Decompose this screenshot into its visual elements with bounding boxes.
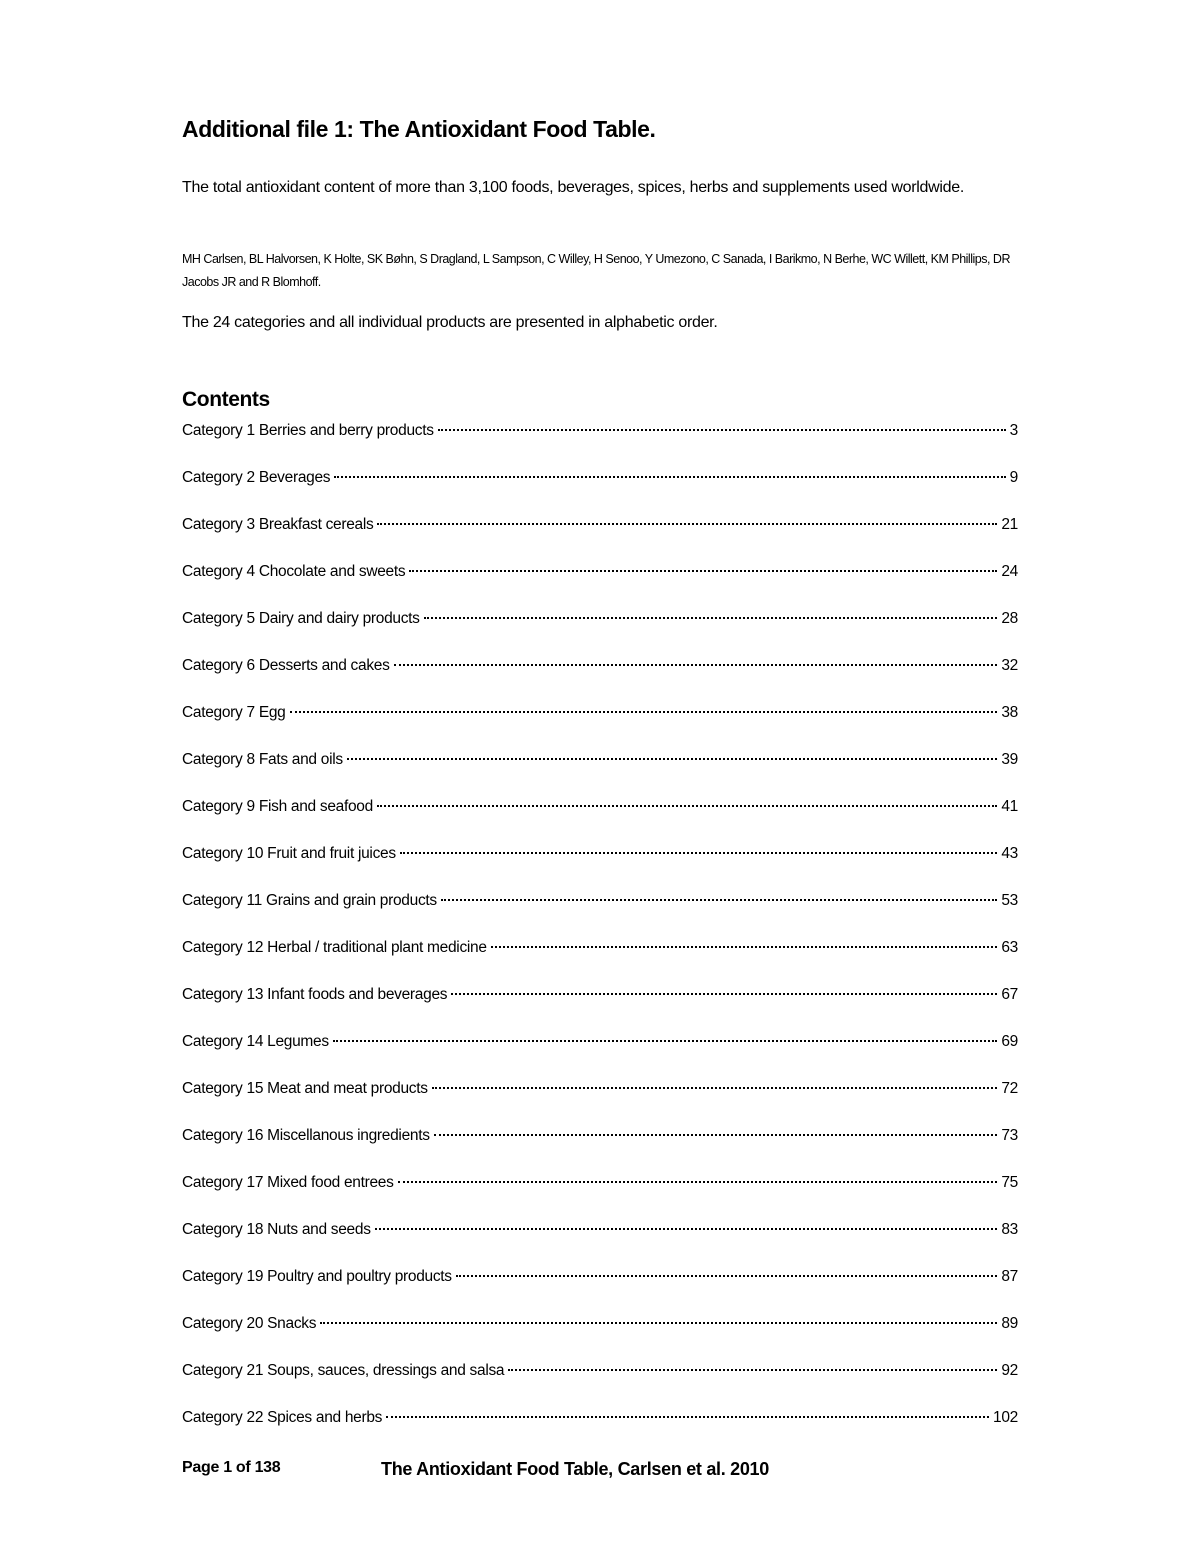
toc-entry[interactable] (182, 1174, 1018, 1221)
toc-entry-label: Category 10 Fruit and fruit juices (182, 845, 396, 862)
toc-entry-page-number: 87 (1001, 1268, 1018, 1285)
toc-entry-label: Category 22 Spices and herbs (182, 1409, 383, 1426)
toc-dot-leader (320, 1322, 997, 1324)
toc-entry[interactable] (182, 1080, 1018, 1127)
toc-dot-leader (400, 852, 998, 854)
toc-entry[interactable] (182, 1362, 1018, 1409)
toc-entry-label: Category 17 Mixed food entrees (182, 1174, 394, 1191)
toc-entry-label: Category 16 Miscellanous ingredients (182, 1127, 430, 1144)
toc-entry[interactable] (182, 1268, 1018, 1315)
toc-entry-label: Category 5 Dairy and dairy products (182, 610, 420, 627)
toc-dot-leader (333, 1040, 998, 1042)
toc-entry-page-number: 43 (1001, 845, 1018, 862)
toc-entry-page-number: 24 (1001, 563, 1018, 580)
toc-entry-page-number: 89 (1001, 1315, 1018, 1332)
toc-entry-page-number: 92 (1001, 1362, 1018, 1379)
toc-dot-leader (432, 1087, 998, 1089)
toc-dot-leader (290, 711, 998, 713)
toc-dot-leader (441, 899, 997, 901)
toc-entry[interactable] (182, 563, 1018, 610)
toc-entry-label: Category 15 Meat and meat products (182, 1080, 428, 1097)
toc-entry-label: Category 9 Fish and seafood (182, 798, 373, 815)
toc-entry-label: Category 19 Poultry and poultry products (182, 1268, 452, 1285)
toc-entry-page-number: 83 (1001, 1221, 1018, 1238)
toc-entry-page-number: 38 (1001, 704, 1018, 721)
toc-entry[interactable] (182, 1033, 1018, 1080)
document-page (182, 0, 1018, 1553)
toc-entry[interactable] (182, 469, 1018, 516)
toc-dot-leader (347, 758, 998, 760)
toc-entry[interactable] (182, 845, 1018, 892)
toc-entry-page-number: 3 (1009, 422, 1018, 439)
toc-entry[interactable] (182, 751, 1018, 798)
toc-entry-page-number: 69 (1001, 1033, 1018, 1050)
toc-entry-label: Category 1 Berries and berry products (182, 422, 434, 439)
toc-entry-label: Category 20 Snacks (182, 1315, 317, 1332)
toc-entry-page-number: 39 (1001, 751, 1018, 768)
toc-entry[interactable] (182, 798, 1018, 845)
toc-entry-page-number: 72 (1001, 1080, 1018, 1097)
toc-entry-label: Category 11 Grains and grain products (182, 892, 437, 909)
table-of-contents (182, 422, 1018, 1456)
toc-entry-label: Category 13 Infant foods and beverages (182, 986, 448, 1003)
toc-entry[interactable] (182, 422, 1018, 469)
toc-dot-leader (434, 1134, 998, 1136)
toc-entry-label: Category 4 Chocolate and sweets (182, 563, 406, 580)
toc-entry[interactable] (182, 516, 1018, 563)
toc-entry[interactable] (182, 1315, 1018, 1362)
toc-entry[interactable] (182, 704, 1018, 751)
toc-entry-page-number: 9 (1009, 469, 1018, 486)
footer-running-title: The Antioxidant Food Table, Carlsen et al. 2010 (381, 1459, 769, 1479)
toc-entry-label: Category 12 Herbal / traditional plant medicine (182, 939, 487, 956)
toc-entry-page-number: 21 (1001, 516, 1018, 533)
toc-dot-leader (377, 523, 997, 525)
toc-entry[interactable] (182, 986, 1018, 1033)
toc-dot-leader (508, 1369, 997, 1371)
toc-dot-leader (409, 570, 997, 572)
order-note: The 24 categories and all individual products are presented in alphabetic order. (182, 314, 718, 331)
toc-entry[interactable] (182, 892, 1018, 939)
toc-entry-label: Category 2 Beverages (182, 469, 331, 486)
toc-entry-page-number: 41 (1001, 798, 1018, 815)
toc-entry-page-number: 32 (1001, 657, 1018, 674)
toc-entry-page-number: 73 (1001, 1127, 1018, 1144)
toc-entry-label: Category 8 Fats and oils (182, 751, 343, 768)
toc-entry-page-number: 53 (1001, 892, 1018, 909)
toc-dot-leader (491, 946, 998, 948)
toc-entry-page-number: 67 (1001, 986, 1018, 1003)
intro-paragraph: The total antioxidant content of more than 3,100 foods, beverages, spices, herbs and supplements used worldwide. (182, 179, 965, 196)
document-title: Additional file 1: The Antioxidant Food Table. (182, 116, 656, 142)
toc-dot-leader (377, 805, 997, 807)
toc-dot-leader (456, 1275, 998, 1277)
toc-dot-leader (424, 617, 998, 619)
toc-entry[interactable] (182, 939, 1018, 986)
toc-entry[interactable] (182, 1221, 1018, 1268)
toc-entry-label: Category 18 Nuts and seeds (182, 1221, 371, 1238)
toc-entry[interactable] (182, 610, 1018, 657)
toc-entry-label: Category 14 Legumes (182, 1033, 329, 1050)
toc-entry-page-number: 102 (993, 1409, 1018, 1426)
toc-entry[interactable] (182, 1127, 1018, 1174)
toc-entry-label: Category 21 Soups, sauces, dressings and salsa (182, 1362, 505, 1379)
toc-dot-leader (394, 664, 998, 666)
footer-page-indicator: Page 1 of 138 (182, 1459, 281, 1476)
toc-entry[interactable] (182, 657, 1018, 704)
toc-entry-label: Category 3 Breakfast cereals (182, 516, 374, 533)
toc-entry-label: Category 7 Egg (182, 704, 286, 721)
toc-entry-label: Category 6 Desserts and cakes (182, 657, 390, 674)
author-list: MH Carlsen, BL Halvorsen, K Holte, SK Bøhn, S Dragland, L Sampson, C Willey, H Senoo, Y Umezono, C Sanada, I Barikmo, N Berhe, WC Willett, KM Phillips, DR Jacobs JR and R Blomhoff. (182, 252, 1010, 289)
contents-heading: Contents (182, 388, 270, 411)
toc-dot-leader (386, 1416, 989, 1418)
toc-entry-page-number: 75 (1001, 1174, 1018, 1191)
toc-entry[interactable] (182, 1409, 1018, 1456)
toc-dot-leader (398, 1181, 998, 1183)
toc-entry-page-number: 63 (1001, 939, 1018, 956)
toc-dot-leader (334, 476, 1005, 478)
toc-dot-leader (438, 429, 1006, 431)
toc-entry-page-number: 28 (1001, 610, 1018, 627)
toc-dot-leader (375, 1228, 998, 1230)
toc-dot-leader (451, 993, 997, 995)
